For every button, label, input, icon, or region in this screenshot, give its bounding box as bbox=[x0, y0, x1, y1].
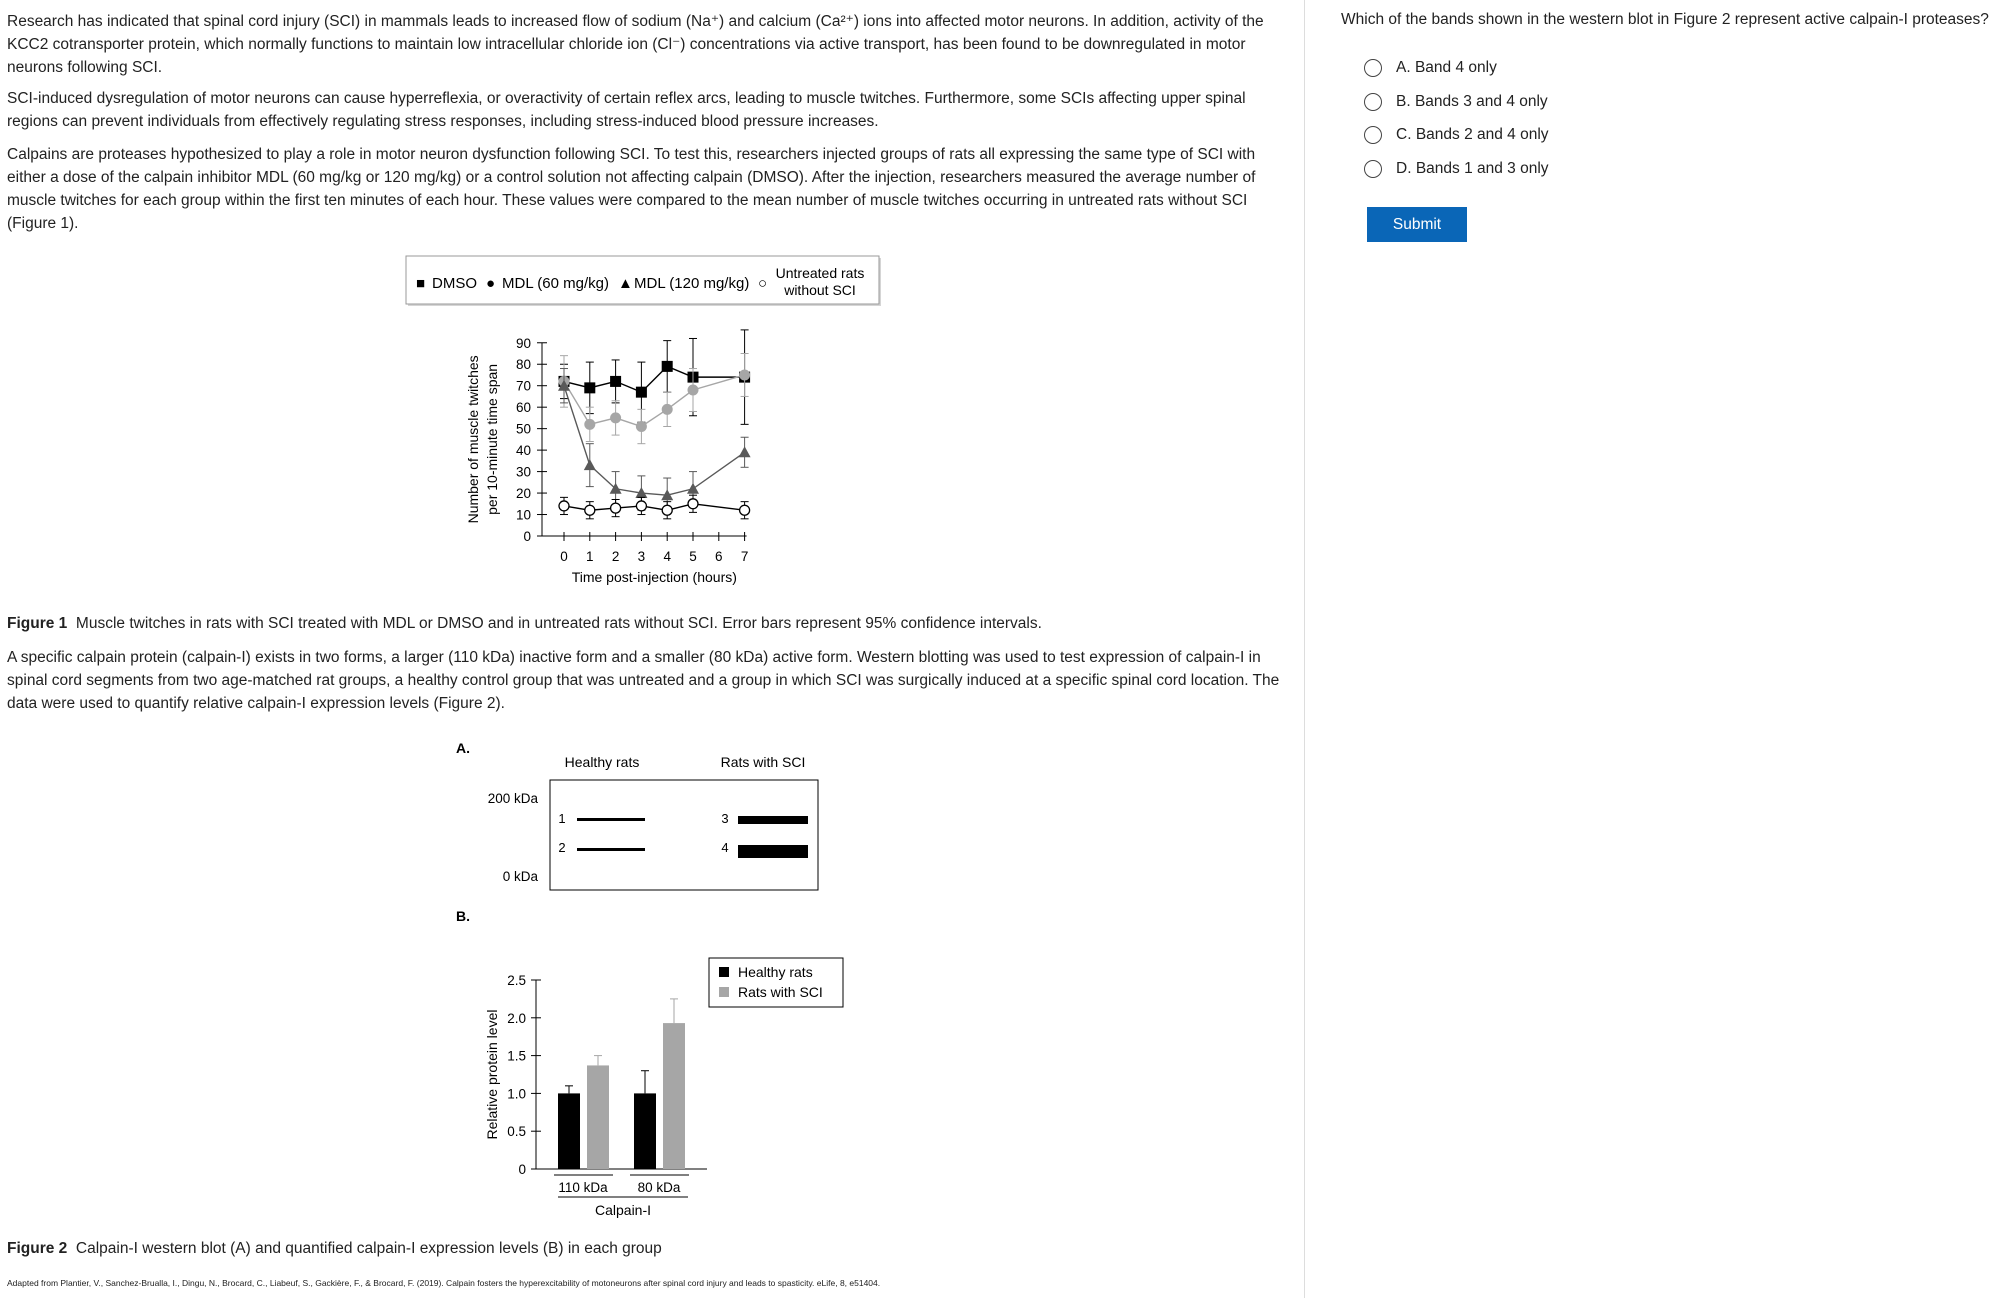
band-number-3: 3 bbox=[721, 811, 729, 826]
point-4-6 bbox=[688, 499, 698, 509]
legend-label-line-1: Untreated rats bbox=[775, 265, 865, 281]
bar-1-2 bbox=[587, 1065, 609, 1169]
bar-legend-swatch-1 bbox=[719, 967, 729, 977]
point-3-6 bbox=[687, 483, 699, 494]
legend-label-3: MDL (120 mg/kg) bbox=[634, 275, 750, 292]
point-4-3 bbox=[611, 503, 621, 513]
band-number-2: 2 bbox=[558, 840, 566, 855]
figure-1-chart bbox=[0, 250, 1000, 595]
category-label-1: 110 kDa bbox=[558, 1180, 608, 1195]
option-d[interactable] bbox=[1364, 156, 1549, 182]
series-1 bbox=[559, 330, 751, 424]
radio-d[interactable] bbox=[1364, 160, 1382, 178]
band-3 bbox=[738, 816, 808, 824]
bar-1-1 bbox=[558, 1093, 580, 1169]
blot-marker-low: 0 kDa bbox=[502, 869, 538, 884]
option-d-label bbox=[1396, 160, 1549, 178]
point-2-7 bbox=[739, 369, 750, 380]
figure-1-caption-text: Muscle twitches in rats with SCI treated with MDL or DMSO and in untreated rats without SCI. Error bars represent 95% confidence intervals. bbox=[75, 615, 1042, 632]
band-number-1: 1 bbox=[558, 811, 566, 826]
blot-group-label-2: Rats with SCI bbox=[720, 754, 806, 770]
y-tick-label-0: 0 bbox=[523, 529, 531, 544]
point-1-5 bbox=[662, 361, 673, 372]
figure-2-caption bbox=[7, 1240, 662, 1258]
bar-legend-label-2: Rats with SCI bbox=[738, 984, 823, 1000]
figure-2-caption-label: Figure 2 bbox=[7, 1240, 68, 1257]
passage-paragraph-2: SCI-induced dysregulation of motor neurons can cause hyperreflexia, or overactivity of certain reflex arcs, leading to muscle twitches. Furthermore, some SCIs affecting upper spinal regions can prevent individuals from effectively regulating stress responses, including stress-induced blood pressure increases. bbox=[7, 90, 1246, 130]
option-a-text: Band 4 only bbox=[1414, 59, 1497, 76]
band-2 bbox=[577, 848, 645, 851]
passage-paragraph-1: Research has indicated that spinal cord injury (SCI) in mammals leads to increased flow of sodium (Na⁺) and calcium (Ca²⁺) ions into affected motor neurons. In addition, activity of the KCC2 cotransporter protein, which normally functions to maintain low intracellular chloride ion (Cl⁻) concentrations via active transport, has been found to be downregulated in motor neurons following SCI. bbox=[7, 13, 1264, 76]
band-number-4: 4 bbox=[721, 840, 729, 855]
question-text: Which of the bands shown in the western blot in Figure 2 represent active calpain-I proteases? bbox=[1341, 11, 1989, 28]
series-line-3 bbox=[564, 386, 745, 495]
legend-item-2 bbox=[486, 275, 609, 292]
band-1 bbox=[577, 818, 645, 821]
bar-legend-label-1: Healthy rats bbox=[738, 964, 813, 980]
band-4 bbox=[738, 845, 808, 858]
point-2-4 bbox=[636, 421, 647, 432]
radio-b[interactable] bbox=[1364, 93, 1382, 111]
blot-marker-high: 200 kDa bbox=[487, 791, 538, 806]
point-2-5 bbox=[662, 404, 673, 415]
y-tick-label-10: 10 bbox=[515, 507, 531, 523]
option-a[interactable] bbox=[1364, 55, 1497, 81]
bar-y-tick-label-1: 0.5 bbox=[507, 1124, 526, 1140]
bar-y-tick-label-5: 2.5 bbox=[507, 973, 526, 988]
legend-symbol-2: ● bbox=[486, 275, 496, 292]
option-a-letter: A. bbox=[1396, 59, 1411, 76]
y-axis-label-line-2: per 10-minute time span bbox=[484, 363, 500, 515]
x-tick-label-4: 4 bbox=[663, 549, 671, 564]
y-tick-label-70: 70 bbox=[515, 378, 531, 394]
bar-y-tick-label-3: 1.5 bbox=[507, 1048, 526, 1064]
y-tick-label-20: 20 bbox=[515, 486, 531, 502]
x-tick-label-6: 6 bbox=[715, 549, 723, 564]
y-tick-label-40: 40 bbox=[515, 443, 531, 459]
legend-label-line-2: without SCI bbox=[784, 282, 856, 298]
y-tick-label-60: 60 bbox=[515, 400, 531, 416]
point-4-7 bbox=[740, 505, 750, 515]
point-3-7 bbox=[739, 446, 751, 457]
point-4-4 bbox=[636, 501, 646, 511]
bar-x-axis-label: Calpain-I bbox=[594, 1202, 652, 1218]
option-c-letter: C. bbox=[1396, 126, 1412, 143]
option-b-letter: B. bbox=[1396, 93, 1411, 110]
bar-legend-swatch-2 bbox=[719, 987, 729, 997]
legend-label-4 bbox=[776, 265, 865, 298]
passage-paragraph-3: Calpains are proteases hypothesized to play a role in motor neuron dysfunction following SCI. To test this, researchers injected groups of rats all expressing the same type of SCI with either a dose of the calpain inhibitor MDL (60 mg/kg or 120 mg/kg) or a control solution not affecting calpain (DMSO). After the injection, researchers measured the average number of muscle twitches for each group within the first ten minutes of each hour. These values were compared to the mean number of muscle twitches occurring in untreated rats without SCI (Figure 1). bbox=[7, 146, 1256, 232]
bar-y-tick-label-2: 1.0 bbox=[507, 1086, 526, 1102]
option-a-label bbox=[1396, 59, 1497, 77]
point-2-6 bbox=[688, 385, 699, 396]
point-1-4 bbox=[636, 387, 647, 398]
x-tick-label-3: 3 bbox=[637, 549, 646, 564]
submit-button[interactable]: Submit bbox=[1367, 207, 1467, 242]
option-c-text: Bands 2 and 4 only bbox=[1415, 126, 1549, 143]
panel-b-label: B. bbox=[456, 908, 470, 924]
point-2-3 bbox=[610, 412, 621, 423]
option-d-text: Bands 1 and 3 only bbox=[1415, 160, 1549, 177]
point-4-2 bbox=[585, 505, 595, 515]
series-4 bbox=[559, 495, 750, 519]
figure-1-caption-label: Figure 1 bbox=[7, 615, 68, 632]
y-tick-label-30: 30 bbox=[515, 464, 531, 480]
bar-2-2 bbox=[663, 1023, 685, 1169]
figure-2-chart bbox=[0, 730, 1000, 1230]
bar-2-1 bbox=[634, 1093, 656, 1169]
legend-symbol-1: ■ bbox=[416, 275, 426, 292]
option-c-label bbox=[1396, 126, 1549, 144]
y-tick-label-50: 50 bbox=[515, 421, 531, 437]
point-3-2 bbox=[584, 459, 596, 470]
legend-symbol-3: ▲ bbox=[618, 275, 633, 292]
figure-1-caption bbox=[7, 615, 1042, 633]
x-tick-label-0: 0 bbox=[560, 549, 568, 564]
x-tick-label-5: 5 bbox=[689, 549, 697, 564]
radio-c[interactable] bbox=[1364, 126, 1382, 144]
y-tick-label-80: 80 bbox=[515, 357, 531, 373]
option-c[interactable] bbox=[1364, 122, 1549, 148]
option-b-text: Bands 3 and 4 only bbox=[1414, 93, 1548, 110]
option-b-label bbox=[1396, 93, 1548, 111]
x-tick-label-1: 1 bbox=[586, 549, 594, 564]
point-1-2 bbox=[584, 382, 595, 393]
panel-a-label: A. bbox=[456, 740, 470, 756]
point-4-5 bbox=[662, 505, 672, 515]
question-pane bbox=[1306, 0, 2013, 1298]
point-4-1 bbox=[559, 501, 569, 511]
x-tick-label-2: 2 bbox=[611, 549, 620, 564]
legend-label-1: DMSO bbox=[432, 275, 477, 292]
y-tick-label-90: 90 bbox=[515, 335, 531, 351]
blot-frame bbox=[550, 780, 818, 890]
point-2-2 bbox=[584, 419, 595, 430]
x-axis-label: Time post-injection (hours) bbox=[571, 569, 737, 585]
bar-y-tick-label-4: 2.0 bbox=[507, 1010, 526, 1026]
series-2 bbox=[559, 354, 751, 444]
point-1-3 bbox=[610, 376, 621, 387]
category-label-2: 80 kDa bbox=[637, 1180, 681, 1195]
y-axis-label bbox=[465, 355, 500, 523]
citation: Adapted from Plantier, V., Sanchez-Brualla, I., Dingu, N., Brocard, C., Liabeuf, S., Gackière, F., & Brocard, F. (2019). Calpain fosters the hyperexcitability of motoneurons after spinal cord injury and leads to spasticity. eLife, 8, e51404. bbox=[7, 1278, 881, 1288]
passage-paragraph-4: A specific calpain protein (calpain-I) exists in two forms, a larger (110 kDa) inactive form and a smaller (80 kDa) active form. Western blotting was used to test expression of calpain-I in spinal cord segments from two age-matched rat groups, a healthy control group that was untreated and a group in which SCI was surgically induced at a specific spinal cord location. The data were used to quantify relative calpain-I expression levels (Figure 2). bbox=[7, 649, 1280, 712]
figure-2-caption-text: Calpain-I western blot (A) and quantified calpain-I expression levels (B) in each group bbox=[75, 1240, 662, 1257]
legend-item-3 bbox=[618, 275, 749, 292]
legend-symbol-4: ○ bbox=[758, 275, 768, 292]
y-axis-label-line-1: Number of muscle twitches bbox=[465, 355, 481, 524]
radio-a[interactable] bbox=[1364, 59, 1382, 77]
bar-y-tick-label-0: 0 bbox=[518, 1162, 526, 1177]
x-tick-label-7: 7 bbox=[740, 549, 749, 564]
legend-label-2: MDL (60 mg/kg) bbox=[502, 275, 609, 292]
option-d-letter: D. bbox=[1396, 160, 1412, 177]
option-b[interactable] bbox=[1364, 89, 1548, 115]
bar-y-axis-label: Relative protein level bbox=[484, 1009, 500, 1140]
blot-group-label-1: Healthy rats bbox=[564, 754, 640, 770]
